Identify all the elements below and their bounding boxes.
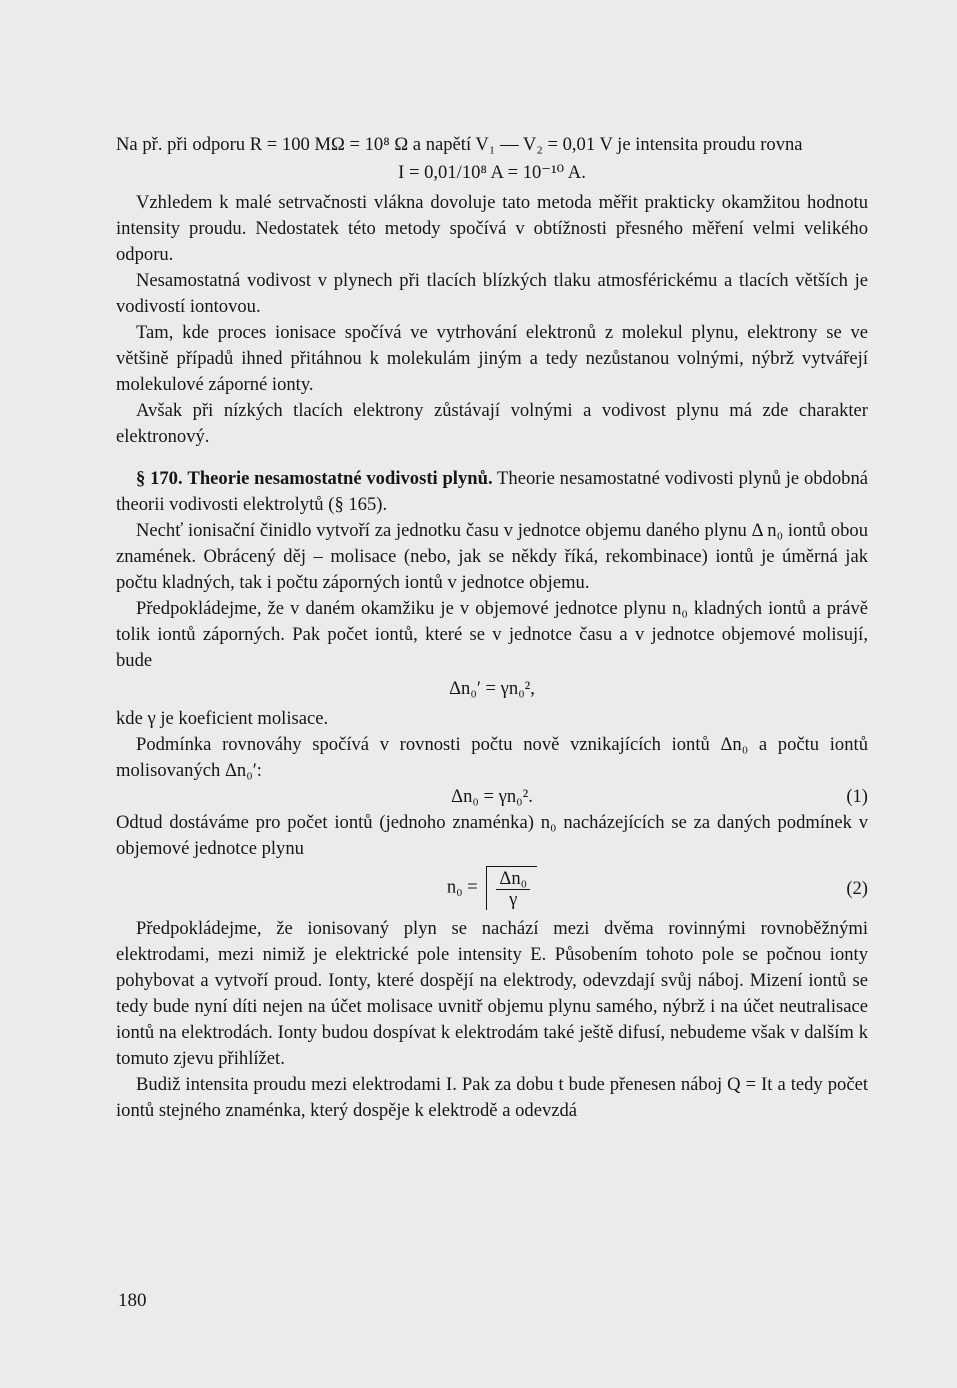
equation-2-fraction [496, 869, 530, 910]
equation-2-lhs: n₀ = [446, 876, 478, 898]
paragraph-molisation-count: Předpokládejme, že v daném okamžiku je v objemové jednotce plynu n₀ kladných iontů a právě tolik iontů záporných. Pak počet iontů, které se v jednotce času a v jednotce objemové molisují, bude [116, 598, 868, 671]
paragraph-low-pressure: Avšak při nízkých tlacích elektrony zůstávají volnými a vodivost plynu má zde charakter elektronový. [116, 400, 868, 447]
section-intro: Theorie nesamostatné vodivosti plynů je obdobná theorii vodivosti elektrolytů (§ 165). [116, 468, 868, 515]
paragraph-ion-count: Odtud dostáváme pro počet iontů (jednoho znaménka) n₀ nacházejících se za daných podmínek v objemové jednotce plynu [116, 812, 868, 859]
equation-current: I = 0,01/10⁸ A = 10⁻¹⁰ A. [398, 162, 586, 183]
paragraph-fiber-method: Vzhledem k malé setrvačnosti vlákna dovoluje tato metoda měřit prakticky okamžitou hodnotu intensity proudu. Nedostatek této metody spočívá v obtížnosti přesného měření velmi velikého odporu. [116, 192, 868, 265]
paragraph-ionic-conductivity: Nesamostatná vodivost v plynech při tlacích blízkých tlaku atmosférickému a tlacích větších je vodivostí iontovou. [116, 270, 868, 317]
page-number: 180 [118, 1290, 147, 1311]
section-title: Theorie nesamostatné vodivosti plynů. [187, 468, 493, 489]
paragraph-electrodes: Předpokládejme, že ionisovaný plyn se nachází mezi dvěma rovinnými rovnoběžnými elektrodami, mezi nimiž je elektrické pole intensity E. Působením tohoto pole se počnou ionty pohybovat a vytvoří proud. Ionty, které dospějí na elektrody, odevzdají svůj náboj. Mizení iontů se tedy bude nyní díti nejen na účet molisace uvnitř objemu plynu samého, nýbrž i na účet neutralisace iontů na elektrodách. Ionty budou dospívat k elektrodám také ještě difusí, nebudeme však v dalším k tomuto zjevu přihlížet. [116, 918, 868, 1069]
paragraph-equilibrium: Podmínka rovnováhy spočívá v rovnosti počtu nově vznikajících iontů Δn₀ a počtu iontů molisovaných Δn₀′: [116, 734, 868, 781]
equation-2-numerator: Δn₀ [496, 869, 530, 890]
equation-2 [116, 862, 868, 916]
equation-2-body [116, 866, 868, 910]
equation-1-body: Δn₀ = γn₀². [451, 786, 533, 807]
paragraph-current-intensity: Budiž intensita proudu mezi elektrodami I. Pak za dobu t bude přenesen náboj Q = It a tedy počet iontů stejného znaménka, který dospěje k elektrodě a odevzdá [116, 1074, 868, 1121]
paragraph-ionising-agent: Nechť ionisační činidlo vytvoří za jednotku času v jednotce objemu daného plynu Δ n₀ iontů obou znamének. Obrácený děj – molisace (nebo, jak se někdy říká, rekombinace) iontů je úměrná jak počtu kladných, tak i počtu záporných iontů v jednotce objemu. [116, 520, 868, 593]
square-root [486, 866, 537, 910]
paragraph-gamma-definition: kde γ je koeficient molisace. [116, 708, 329, 729]
equation-1 [116, 784, 868, 810]
equation-2-number: (2) [846, 878, 868, 899]
equation-2-denominator: γ [509, 889, 518, 910]
section-170 [116, 466, 868, 518]
paragraph-ionisation-process: Tam, kde proces ionisace spočívá ve vytrhování elektronů z molekul plynu, elektrony se ve většině případů ihned přitáhnou k molekulám jiným a tedy nezůstanou volnými, nýbrž vytvářejí molekulové záporné ionty. [116, 322, 868, 395]
equation-1-number: (1) [846, 786, 868, 807]
section-number: § 170. [136, 468, 183, 489]
body-text [116, 132, 868, 1124]
equation-molisation: Δn₀′ = γn₀², [449, 678, 535, 699]
paragraph-resistance-example: Na př. při odporu R = 100 MΩ = 10⁸ Ω a napětí V₁ — V₂ = 0,01 V je intensita proudu rovna [116, 134, 803, 155]
